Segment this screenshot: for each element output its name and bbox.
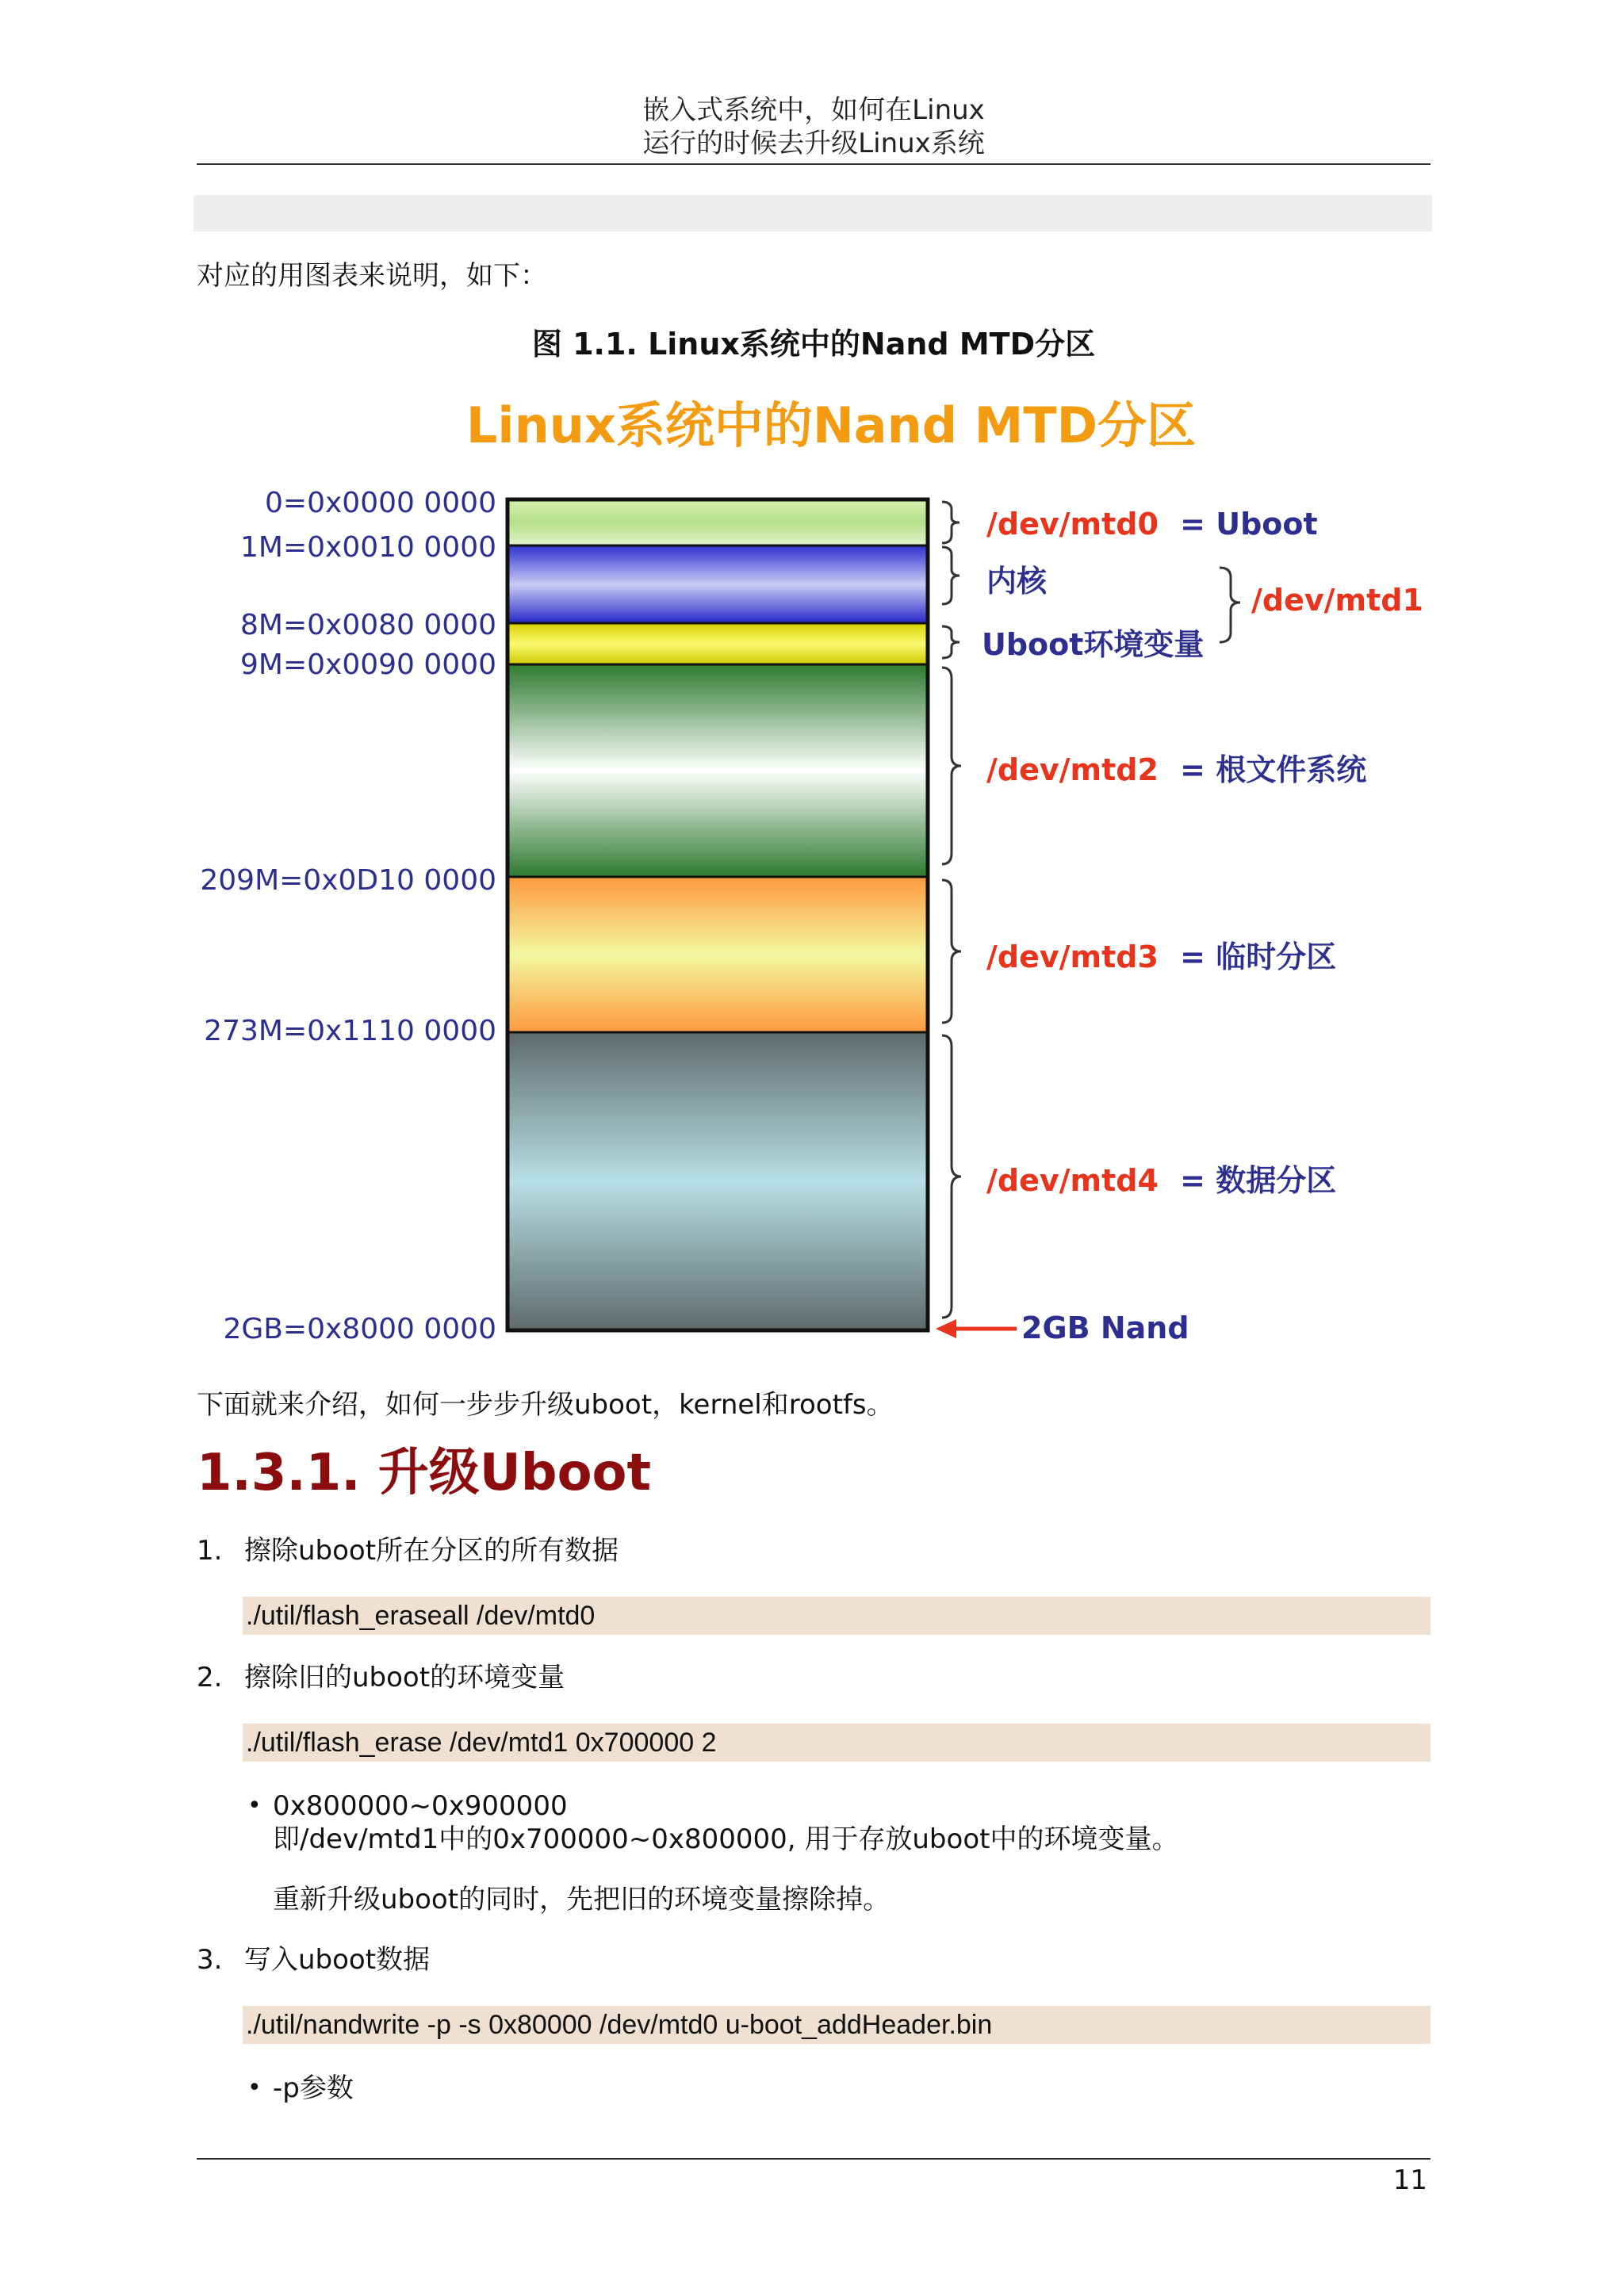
address-label: 9M=0x0090 0000 bbox=[239, 649, 496, 681]
address-label: 209M=0x0D10 0000 bbox=[200, 864, 496, 897]
uboot-env-block bbox=[508, 623, 928, 664]
mtd3-brace bbox=[942, 880, 961, 1023]
mtd2-brace bbox=[942, 668, 961, 864]
bullet-text-line: 0x800000~0x900000 bbox=[273, 1790, 568, 1822]
step-number: 3. bbox=[197, 1944, 223, 1976]
bullet-icon: • bbox=[247, 2074, 262, 2102]
address-label: 273M=0x1110 0000 bbox=[204, 1015, 496, 1047]
mtd4-label bbox=[986, 1163, 1336, 1198]
mtd3-label bbox=[986, 939, 1336, 974]
step-text: 擦除uboot所在分区的所有数据 bbox=[244, 1535, 619, 1567]
mtd0-brace bbox=[942, 502, 959, 543]
address-label: 1M=0x0010 0000 bbox=[239, 531, 496, 564]
figure-caption: 图 1.1. Linux系统中的Nand MTD分区 bbox=[531, 327, 1096, 362]
address-label: 0=0x0000 0000 bbox=[265, 487, 496, 519]
header-line-2: 运行的时候去升级Linux系统 bbox=[642, 128, 985, 159]
env-brace bbox=[942, 626, 959, 658]
diagram-title: Linux系统中的Nand MTD分区 bbox=[465, 396, 1197, 454]
uboot-block bbox=[508, 499, 928, 545]
mtd1-brace bbox=[1220, 568, 1240, 642]
temp-partition-block bbox=[508, 877, 928, 1032]
code-block-remnant bbox=[193, 195, 1432, 232]
nand-mtd-partition-diagram bbox=[197, 379, 1434, 1354]
mtd2-desc: = 根文件系统 bbox=[1180, 752, 1367, 787]
transition-paragraph: 下面就来介绍，如何一步步升级uboot，kernel和rootfs。 bbox=[197, 1389, 894, 1421]
intro-paragraph: 对应的用图表来说明，如下： bbox=[197, 260, 547, 292]
mtd0-desc: = Uboot bbox=[1180, 507, 1318, 541]
header-line-1: 嵌入式系统中，如何在Linux bbox=[642, 94, 985, 126]
mtd4-name: /dev/mtd4 bbox=[986, 1163, 1159, 1198]
bullet-text-line: 即/dev/mtd1中的0x700000~0x800000, 用于存放uboot中的环境变量。 bbox=[273, 1823, 1179, 1855]
header-rule bbox=[197, 163, 1431, 165]
bullet-icon: • bbox=[247, 1792, 262, 1820]
footer-rule bbox=[197, 2158, 1431, 2160]
mtd4-desc: = 数据分区 bbox=[1180, 1163, 1337, 1198]
step-number: 2. bbox=[197, 1662, 223, 1693]
kernel-block bbox=[508, 545, 928, 623]
arrow-left-icon bbox=[936, 1319, 1017, 1338]
mtd4-brace bbox=[942, 1035, 961, 1318]
kernel-brace bbox=[942, 547, 959, 604]
running-header bbox=[197, 94, 1431, 160]
step-text: 写入uboot数据 bbox=[244, 1944, 431, 1976]
code-block: ./util/flash_erase /dev/mtd1 0x700000 2 bbox=[243, 1724, 1431, 1762]
address-label: 2GB=0x8000 0000 bbox=[223, 1313, 496, 1345]
code-block: ./util/nandwrite -p -s 0x80000 /dev/mtd0 u-boot_addHeader.bin bbox=[243, 2006, 1431, 2044]
mtd0-label bbox=[986, 507, 1318, 541]
mtd2-name: /dev/mtd2 bbox=[986, 752, 1159, 787]
mtd0-name: /dev/mtd0 bbox=[986, 507, 1159, 541]
nand-size-label: 2GB Nand bbox=[1021, 1311, 1189, 1345]
page-number: 11 bbox=[1392, 2164, 1427, 2196]
section-title: 1.3.1. 升级Uboot bbox=[197, 1444, 652, 1502]
mtd3-desc: = 临时分区 bbox=[1180, 939, 1337, 974]
rootfs-block bbox=[508, 664, 928, 877]
uboot-env-label: Uboot环境变量 bbox=[982, 627, 1205, 662]
bullet-text-line: -p参数 bbox=[273, 2072, 354, 2104]
code-block: ./util/flash_eraseall /dev/mtd0 bbox=[243, 1597, 1431, 1635]
step-text: 擦除旧的uboot的环境变量 bbox=[244, 1662, 565, 1693]
kernel-label: 内核 bbox=[986, 564, 1048, 599]
step-number: 1. bbox=[197, 1535, 223, 1567]
address-label: 8M=0x0080 0000 bbox=[239, 609, 496, 641]
data-partition-block bbox=[508, 1032, 928, 1330]
mtd3-name: /dev/mtd3 bbox=[986, 939, 1159, 974]
bullet-text-line: 重新升级uboot的同时，先把旧的环境变量擦除掉。 bbox=[273, 1884, 891, 1915]
mtd1-label: /dev/mtd1 bbox=[1251, 583, 1423, 618]
mtd2-label bbox=[986, 752, 1366, 787]
